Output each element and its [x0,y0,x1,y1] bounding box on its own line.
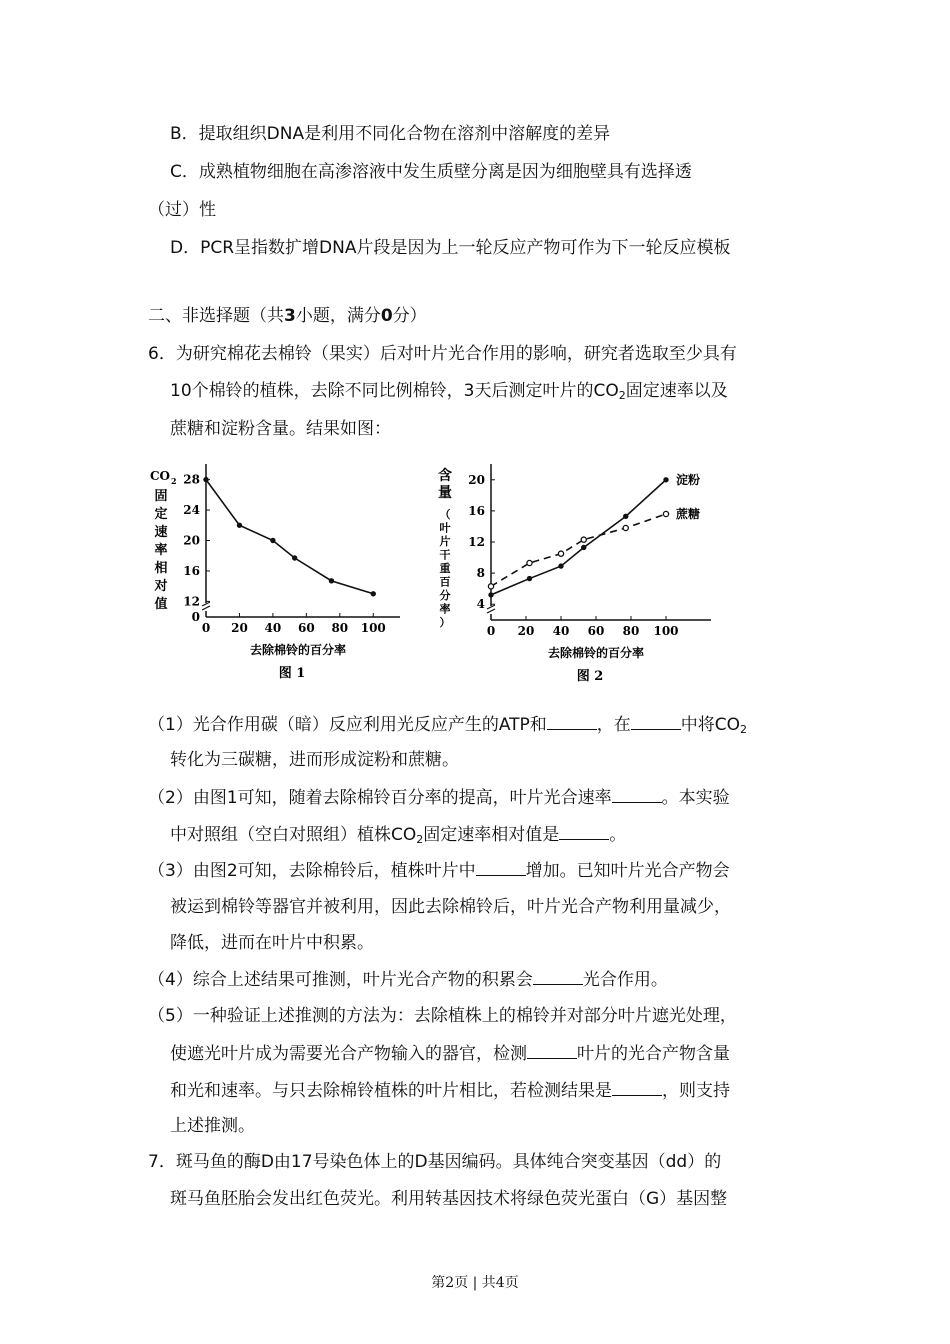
text: 中将CO [680,715,741,735]
y-tick-label: 0 [191,610,200,624]
q6-part3-line2: 被运到棉铃等器官并被利用，因此去除棉铃后，叶片光合产物利用量减少， [170,897,731,917]
y-tick-label: 28 [183,472,200,487]
q6-part4 [148,968,668,991]
section-heading-text: 小题，满分 [295,306,381,326]
y-tick-label: 24 [183,503,200,518]
q6-part5-line4: 上述推测。 [170,1116,255,1136]
x-tick-label: 80 [331,621,349,635]
subscript: 2 [618,389,626,402]
answer-blank[interactable] [547,713,597,730]
text: 固定速率以及 [625,381,728,401]
data-point-1 [329,578,334,583]
x-tick-label: 0 [201,621,211,635]
text: （1）光合作用碳（暗）反应利用光反应产生的ATP和 [148,715,547,735]
legend-label: 淀粉 [676,472,701,487]
y-axis-label: 片 [439,535,451,548]
option-c-line1: C．成熟植物细胞在高渗溶液中发生质壁分离是因为细胞壁具有选择透 [170,162,692,182]
text: （3）由图2可知，去除棉铃后，植株叶片中 [148,861,476,881]
y-tick-label: 12 [183,594,200,609]
answer-blank[interactable] [476,859,526,876]
x-tick-label: 100 [653,624,679,638]
q6-part5: （5）一种验证上述推测的方法为：去除植株上的棉铃并对部分叶片遮光处理， [148,1006,737,1026]
y-axis-label: 固 [154,489,168,504]
text: （4）综合上述结果可推测，叶片光合产物的积累会 [148,970,533,990]
y-tick-label: 16 [468,503,485,518]
text: ，在 [596,715,631,735]
figure-title: 图 1 [278,666,306,681]
data-point-1 [270,538,275,543]
q6-part1 [148,713,747,736]
text: 增加。已知叶片光合产物会 [525,861,730,881]
data-point-1 [488,592,493,597]
score-value: 0 [380,306,393,326]
x-tick-label: 40 [264,621,282,635]
y-axis-label: CO [149,469,171,483]
y-tick-label: 12 [468,535,485,549]
data-point-1 [527,576,532,581]
y-tick-label: 16 [183,563,200,578]
data-point-2 [581,537,586,542]
y-axis-label: 对 [154,579,168,594]
y-axis-label: 速 [154,525,168,540]
y-axis-label: 率 [439,602,451,616]
text: ，则支持 [662,1081,730,1101]
q6-part3 [148,859,730,882]
x-tick-label: 100 [360,621,386,635]
q6-line2 [170,380,728,402]
data-point-1 [371,591,376,596]
answer-blank[interactable] [631,713,681,730]
q6-part5-line3 [170,1079,730,1102]
data-point-1 [292,555,297,560]
option-d: D．PCR呈指数扩增DNA片段是因为上一轮反应产物可作为下一轮反应模板 [170,238,731,258]
y-axis-label: 百 [439,575,451,589]
y-axis-label: 重 [439,562,451,575]
text: 叶片的光合产物含量 [577,1044,730,1064]
x-tick-label: 20 [517,624,535,638]
q6-part5-line2 [170,1042,730,1065]
data-point-2 [558,551,563,556]
section-heading-text: 分） [392,306,427,326]
y-axis-label: 量 [438,485,452,501]
q6-line3: 蔗糖和淀粉含量。结果如图： [170,419,391,439]
figure-2-chart [425,452,715,692]
data-point-2 [488,584,493,589]
q7-line2: 斑马鱼胚胎会发出红色荧光。利用转基因技术将绿色荧光蛋白（G）基因整 [170,1189,728,1209]
q7-line1: 7．斑马鱼的酶D由17号染色体上的D基因编码。具体纯合突变基因（dd）的 [148,1152,722,1172]
y-axis-label: 分 [439,589,451,602]
question-count: 3 [284,306,296,326]
data-point-1 [237,523,242,528]
x-tick-label: 80 [622,624,640,638]
y-tick-label: 4 [476,597,485,612]
section-heading-text: 二、非选择题（共 [148,306,284,326]
text: 10个棉铃的植株，去除不同比例棉铃，3天后测定叶片的CO [170,381,619,401]
section-heading [148,305,427,327]
answer-blank[interactable] [612,786,662,803]
x-axis-label: 去除棉铃的百分率 [547,646,645,660]
data-point-1 [623,514,628,519]
series-line-1 [206,480,373,594]
data-point-1 [581,545,586,550]
option-c-line2: （过）性 [148,200,216,220]
y-axis-label: 定 [154,507,168,522]
q6-part2-line2 [170,823,626,846]
text: 使遮光叶片成为需要光合产物输入的器官，检测 [170,1044,527,1064]
data-point-1 [558,563,563,568]
y-axis-label: （ [439,508,451,521]
answer-blank[interactable] [527,1042,577,1059]
answer-blank[interactable] [559,823,609,840]
x-tick-label: 0 [486,624,496,638]
series-line-1 [491,480,666,595]
y-axis-label: 干 [439,548,451,562]
text: 中对照组（空白对照组）植株CO [170,825,417,845]
text: 。本实验 [661,788,730,808]
y-axis-label: 值 [154,597,168,612]
x-tick-label: 40 [552,624,570,638]
text: 。 [609,825,627,845]
page-footer: 第2页 | 共4页 [431,1275,519,1291]
x-axis-label: 去除棉铃的百分率 [249,643,347,657]
data-point-2 [623,525,628,530]
y-tick-label: 8 [476,566,485,581]
answer-blank[interactable] [612,1079,662,1096]
option-b: B．提取组织DNA是利用不同化合物在溶剂中溶解度的差异 [170,124,611,144]
figure-1 [140,452,410,692]
y-axis-label-subscript: 2 [171,476,177,486]
text: 光合作用。 [582,970,668,990]
subscript: 2 [740,723,748,736]
data-point-1 [663,477,668,482]
figure-1-chart [140,452,410,692]
series-line-2 [491,514,666,586]
y-axis-label: 叶 [439,521,451,535]
y-axis-label: 含 [438,468,452,484]
x-tick-label: 60 [587,624,605,638]
axis-break-mark [202,602,210,610]
q6-part3-line3: 降低，进而在叶片中积累。 [170,933,374,953]
subscript: 2 [416,833,424,846]
legend-label: 蔗糖 [676,507,701,521]
q6-part2 [148,786,730,809]
answer-blank[interactable] [533,968,583,985]
axis-break-mark [487,605,495,613]
y-axis-label: ） [439,616,451,629]
q6-part1-line2: 转化为三碳糖，进而形成淀粉和蔗糖。 [170,750,459,770]
x-tick-label: 60 [298,621,315,635]
data-point-2 [527,560,532,565]
text: 和光和速率。与只去除棉铃植株的叶片相比，若检测结果是 [170,1081,612,1101]
x-tick-label: 20 [231,621,248,635]
q6-line1: 6．为研究棉花去棉铃（果实）后对叶片光合作用的影响，研究者选取至少具有 [148,344,737,364]
figure-2 [425,452,715,692]
text: （2）由图1可知，随着去除棉铃百分率的提高，叶片光合速率 [148,788,612,808]
y-axis-label: 率 [154,543,168,558]
y-tick-label: 20 [468,472,485,487]
y-axis-label: 相 [154,561,168,576]
data-point-1 [203,477,208,482]
figure-title: 图 2 [576,669,604,684]
data-point-2 [663,511,668,516]
y-tick-label: 20 [183,533,200,548]
text: 固定速率相对值是 [423,825,560,845]
